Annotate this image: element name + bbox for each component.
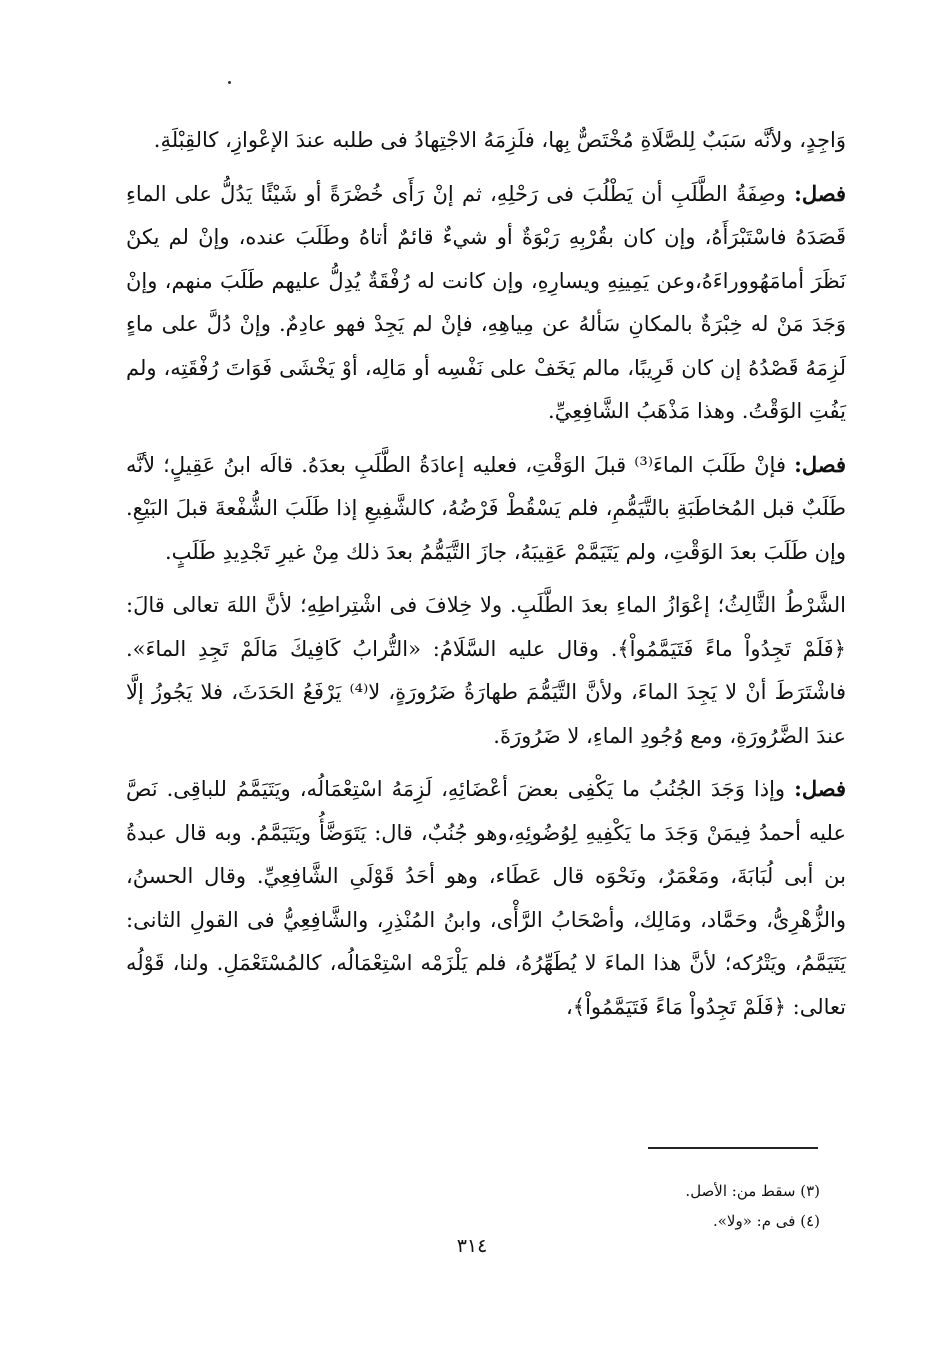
paragraph-text: وإذا وَجَدَ الجُنُبُ ما يَكْفِى بعضَ أعْضَائِهِ، لَزِمَهُ اسْتِعْمَالُه، ويَتَيَمَّمُ للباقِى. نَصَّ عليه أحمدُ فِيمَنْ وَجَدَ ما يَكْفِيهِ لِوُضُوئِهِ،وهو جُنُبٌ، قال: يَتَوَضَّأُ ويَتَيَمَّمُ. وبه قال عبدةُ بن أبى لُبَابَةَ، ومَعْمَرٌ، ونَحْوَه قال عَطَاء، وهو أحَدُ قَوْلَىِ الشَّافِعِيِّ. وقال الحسنُ، والزُّهْرِىُّ، وحَمَّاد، ومَالِك، وأصْحَابُ الرَّأْى، وابنُ المُنْذِرِ، والشَّافِعِيُّ فى القولِ الثانى: يَتَيَمَّمُ، ويَتْرُكه؛ لأنَّ هذا الماءَ لا يُطَهِّرُهُ، فلم يَلْزَمْه اسْتِعْمَالُه، كالمُسْتَعْمَلِ. ولنا، قَوْلُه تعالى: ﴿فَلَمْ تَجِدُواْ مَاءً فَتَيَمَّمُواْ﴾، <box>126 777 846 1019</box>
section-label: فصل: <box>794 776 846 801</box>
footnote-divider <box>648 1147 818 1149</box>
paragraph-text: وصِفَةُ الطَّلَبِ أن يَطْلُبَ فى رَحْلِهِ، ثم إنْ رَأَى خُضْرَةً أو شَيْئًا يَدُلُّ على الماءِ قَصَدَهُ فاسْتَبْرَأَهُ، وإن كان بقُرْبِهِ رَبْوَةٌ أو شيءٌ قائمٌ أتاهُ وطَلَبَ عنده، وإنْ لم يكنْ نَظَرَ أمامَهُووراءَهُ،وعن يَمِينِهِ ويسارِهِ، وإن كانت له رُفْقَةٌ يُدِلُّ عليهم طَلَبَ منهم، وإنْ وَجَدَ مَنْ له خِبْرَةٌ بالمكانِ سَألهُ عن مِياهِهِ، فإنْ لم يَجِدْ فهو عادِمٌ. وإنْ دُلَّ على ماءٍ لَزِمَهُ قَصْدُهُ إن كان قَرِيبًا، مالم يَخَفْ على نَفْسِه أو مَالِه، أوْ يَخْشَى فَوَاتَ رُفْقَتِه، ولم يَفُتِ الوَقْتُ. وهذا مَذْهَبُ الشَّافِعِيِّ. <box>126 181 846 423</box>
page-number: ٣١٤ <box>456 1235 488 1257</box>
paragraph-3 <box>126 443 846 575</box>
paragraph-5 <box>126 767 846 1029</box>
paragraph-4 <box>126 583 846 758</box>
paragraph-1 <box>126 118 846 163</box>
section-label: فصل: <box>794 451 846 477</box>
paragraph-text: الشَّرْطُ الثَّالِثُ؛ إعْوَازُ الماءِ بعدَ الطَّلَبِ. ولا خِلافَ فى اشْتِراطِهِ؛ لأنَّ اللهَ تعالى قالَ: ﴿فَلَمْ تَجِدُواْ ماءً فَتَيَمَّمُواْ﴾. وقال عليه السَّلَامُ: «التُّرابُ كَافِيكَ مَالَمْ تَجِدِ الماءَ». فاشْتَرَطَ أنْ لا يَجِدَ الماءَ، ولأنَّ التَّيَمُّمَ طهارَةُ ضَرُورَةٍ، لا⁽⁴⁾ يَرْفَعُ الحَدَثَ، فلا يَجُوزُ إلَّا عندَ الضَّرُورَةِ، ومع وُجُودِ الماءِ، لا ضَرُورَةَ. <box>126 593 846 748</box>
footnotes <box>420 1176 820 1236</box>
section-label: فصل: <box>794 180 846 206</box>
footnote-3: (٣) سقط من: الأصل. <box>685 1182 820 1200</box>
speck <box>228 81 231 84</box>
main-text <box>126 118 846 1038</box>
footnote-4: (٤) فى م: «ولا». <box>712 1212 820 1230</box>
paragraph-text: وَاجِدٍ، ولأنَّه سَبَبٌ لِلصَّلَاةِ مُخْتَصٌّ بِها، فلَزِمَهُ الاجْتِهادُ فى طلبه عندَ الإعْوازِ، كالقِبْلَةِ. <box>153 128 846 152</box>
paragraph-2 <box>126 172 846 434</box>
paragraph-text: فإنْ طَلَبَ الماءَ⁽³⁾ قبلَ الوَقْتِ، فعليه إعادَةُ الطَّلَبِ بعدَهُ. قالَه ابنُ عَقِيلٍ؛ لأنَّه طَلَبٌ قبل المُخاطَبَةِ بالتَّيَمُّمِ، فلم يَسْقُطْ فَرْضُهُ، كالشَّفِيعِ إذا طَلَبَ الشُّفْعةَ قبلَ البَيْعِ. وإن طَلَبَ بعدَ الوَقْتِ، ولم يَتَيَمَّمْ عَقِيبَهُ، جازَ التَّيَمُّمُ بعدَ ذلك مِنْ غيرِ تَجْدِيدِ طَلَبٍ. <box>126 452 846 564</box>
